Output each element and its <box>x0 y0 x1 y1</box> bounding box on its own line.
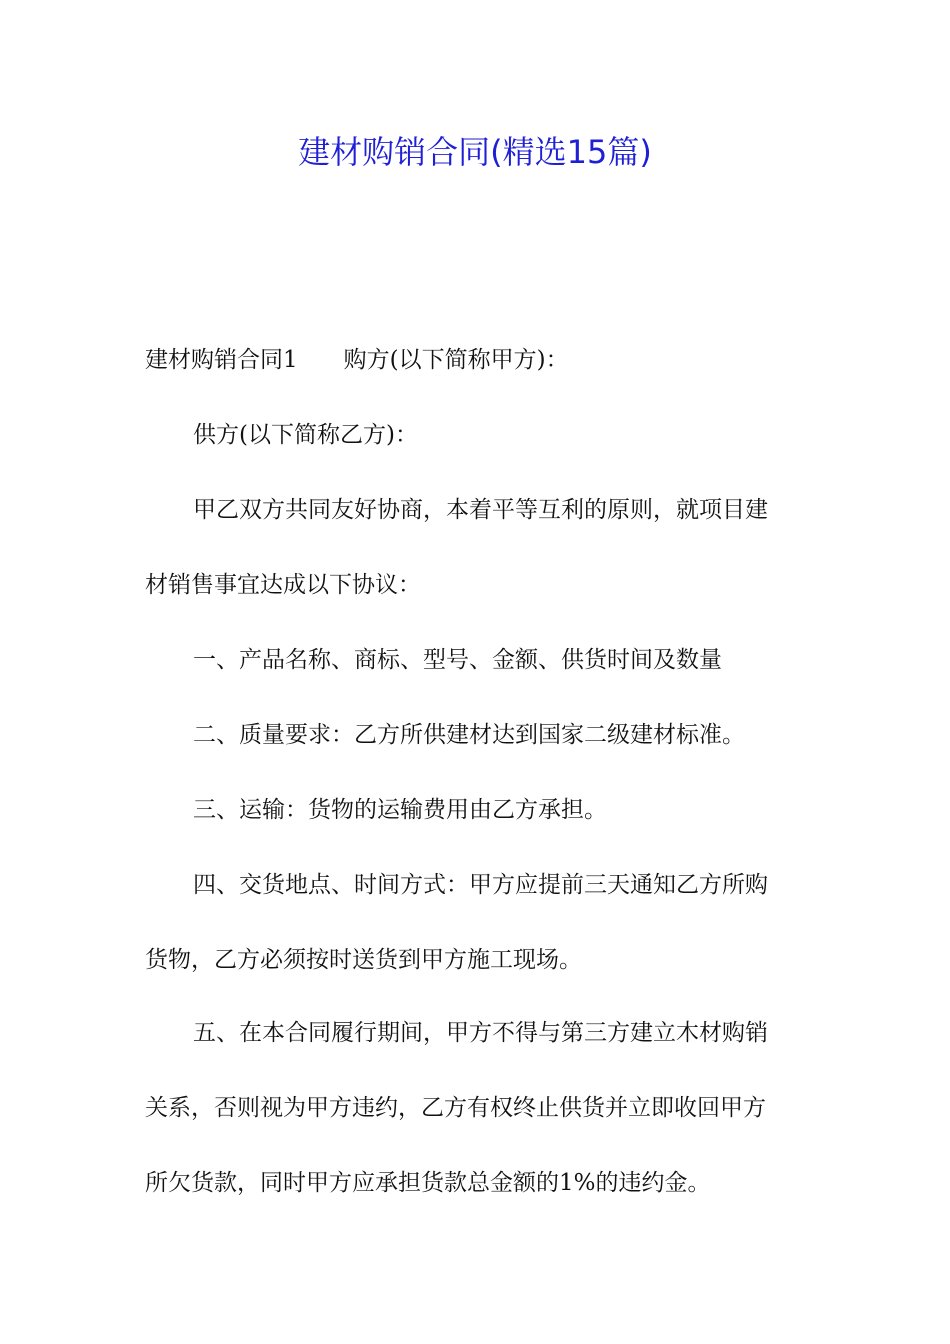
preamble-line-1: 甲乙双方共同友好协商，本着平等互利的原则，就项目建 <box>193 497 768 523</box>
document-title: 建材购销合同(精选15篇) <box>298 133 652 171</box>
clause-5-line-3: 所欠货款，同时甲方应承担货款总金额的1%的违约金。 <box>145 1170 711 1196</box>
preamble-line-2: 材销售事宜达成以下协议： <box>145 572 421 598</box>
seller-line: 供方(以下简称乙方)： <box>193 422 418 448</box>
clause-2: 二、质量要求：乙方所供建材达到国家二级建材标准。 <box>193 722 745 748</box>
clause-5-line-1: 五、在本合同履行期间，甲方不得与第三方建立木材购销 <box>193 1020 768 1046</box>
clause-5-line-2: 关系，否则视为甲方违约，乙方有权终止供货并立即收回甲方 <box>145 1095 766 1121</box>
contract-heading: 建材购销合同1 <box>145 347 298 373</box>
buyer-line: 购方(以下简称甲方)： <box>343 347 569 373</box>
clause-1: 一、产品名称、商标、型号、金额、供货时间及数量 <box>193 647 722 673</box>
clause-3: 三、运输：货物的运输费用由乙方承担。 <box>193 797 607 823</box>
clause-4-line-2: 货物，乙方必须按时送货到甲方施工现场。 <box>145 947 582 973</box>
clause-4-line-1: 四、交货地点、时间方式：甲方应提前三天通知乙方所购 <box>193 872 768 898</box>
contract-heading-line <box>145 344 815 376</box>
